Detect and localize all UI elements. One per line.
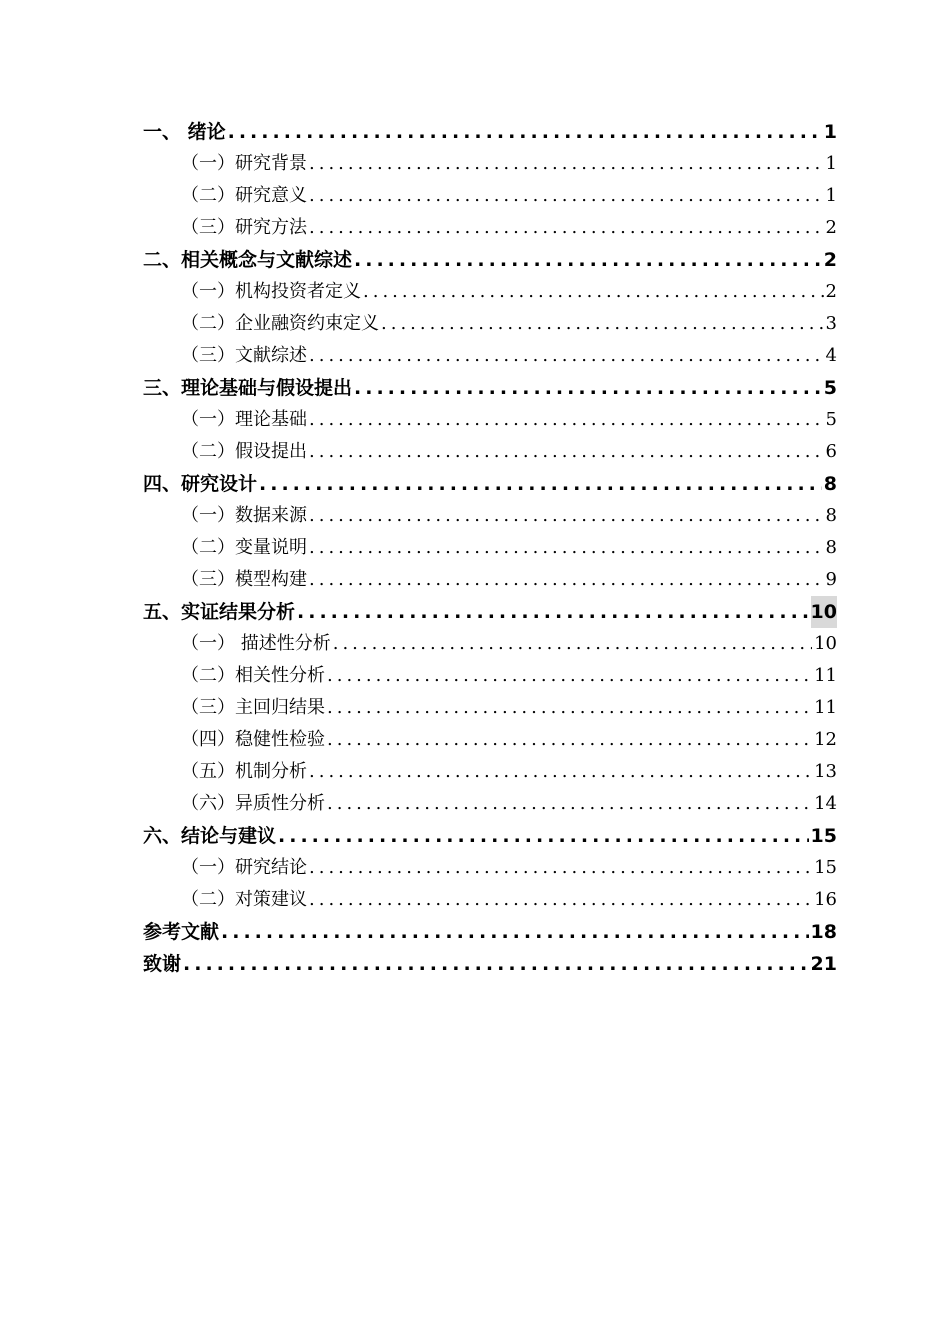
toc-entry-label: （二）对策建议 [181,889,307,910]
toc-entry-section[interactable] [143,660,837,692]
toc-dot-leader [309,532,824,564]
toc-page-number: 8 [823,473,837,495]
toc-entry-section[interactable] [143,404,837,436]
toc-entry-label: （三）模型构建 [181,569,307,590]
toc-page-number: 11 [814,665,837,686]
toc-entry-section[interactable] [143,500,837,532]
toc-entry-section[interactable] [143,276,837,308]
toc-entry-section[interactable] [143,852,837,884]
toc-entry-section[interactable] [143,564,837,596]
toc-page-number: 2 [823,249,837,271]
toc-dot-leader [327,660,812,692]
toc-entry-section[interactable] [143,756,837,788]
toc-dot-leader [278,820,809,852]
toc-page-number: 2 [825,281,837,302]
toc-page-number: 18 [810,921,837,943]
toc-page-number: 10 [814,633,837,654]
toc-entry-chapter[interactable] [143,468,837,500]
toc-page-number: 12 [814,729,837,750]
toc-dot-leader [297,596,809,628]
toc-page-number: 8 [825,537,837,558]
toc-page-number: 14 [814,793,837,814]
toc-dot-leader [309,340,824,372]
toc-entry-chapter[interactable] [143,948,837,980]
toc-entry-section[interactable] [143,724,837,756]
toc-entry-label: （三）研究方法 [181,217,307,238]
toc-entry-section[interactable] [143,180,837,212]
toc-entry-label: 四、研究设计 [143,473,258,495]
toc-dot-leader [363,276,824,308]
toc-entry-label: （一）理论基础 [181,409,307,430]
toc-dot-leader [309,852,812,884]
toc-entry-label: （三）主回归结果 [181,697,325,718]
toc-dot-leader [333,628,812,660]
toc-entry-chapter[interactable] [143,116,837,148]
toc-entry-label: （三）文献综述 [181,345,307,366]
toc-page-number: 1 [825,153,837,174]
toc-entry-chapter[interactable] [143,244,837,276]
toc-page-number: 5 [823,377,837,399]
table-of-contents [143,116,837,980]
toc-page-number: 3 [825,313,837,334]
toc-entry-label: （一）研究背景 [181,153,307,174]
toc-entry-section[interactable] [143,308,837,340]
toc-dot-leader [309,212,824,244]
toc-entry-label: （二）相关性分析 [181,665,325,686]
toc-entry-label: 五、实证结果分析 [143,601,296,623]
toc-entry-label: （二）假设提出 [181,441,307,462]
toc-entry-label: （一） 描述性分析 [181,633,331,654]
toc-page-number: 1 [823,121,837,143]
toc-dot-leader [221,916,809,948]
toc-page-number: 2 [825,217,837,238]
toc-entry-section[interactable] [143,532,837,564]
toc-entry-label: 一、 绪论 [143,121,226,143]
toc-entry-label: （六）异质性分析 [181,793,325,814]
toc-dot-leader [309,564,824,596]
toc-entry-chapter[interactable] [143,596,837,628]
toc-entry-label: 二、相关概念与文献综述 [143,249,353,271]
toc-dot-leader [259,468,822,500]
toc-dot-leader [327,692,812,724]
toc-entry-label: （一）研究结论 [181,857,307,878]
toc-entry-label: 三、理论基础与假设提出 [143,377,353,399]
toc-page-number: 21 [810,953,837,975]
toc-entry-label: （四）稳健性检验 [181,729,325,750]
toc-entry-section[interactable] [143,436,837,468]
toc-entry-chapter[interactable] [143,372,837,404]
toc-entry-label: （二）企业融资约束定义 [181,313,379,334]
toc-dot-leader [309,404,824,436]
toc-entry-section[interactable] [143,628,837,660]
toc-entry-label: （二）变量说明 [181,537,307,558]
toc-page-number: 9 [825,569,837,590]
toc-page-number: 10 [811,596,837,628]
toc-dot-leader [183,948,809,980]
toc-page-number: 15 [810,825,837,847]
toc-entry-label: 致谢 [143,953,182,975]
toc-page-number: 4 [825,345,837,366]
toc-entry-section[interactable] [143,340,837,372]
toc-dot-leader [381,308,824,340]
toc-entry-section[interactable] [143,884,837,916]
toc-entry-label: 参考文献 [143,921,220,943]
toc-entry-label: （五）机制分析 [181,761,307,782]
toc-entry-chapter[interactable] [143,820,837,852]
toc-dot-leader [228,116,822,148]
toc-page-number: 5 [825,409,837,430]
toc-dot-leader [309,180,824,212]
toc-page-number: 6 [825,441,837,462]
toc-entry-label: 六、结论与建议 [143,825,277,847]
toc-entry-chapter[interactable] [143,916,837,948]
toc-page-number: 1 [825,185,837,206]
toc-entry-section[interactable] [143,788,837,820]
toc-page-number: 13 [814,761,837,782]
toc-dot-leader [327,724,812,756]
toc-dot-leader [327,788,812,820]
toc-entry-label: （一）数据来源 [181,505,307,526]
toc-page-number: 16 [814,889,837,910]
toc-page-number: 15 [814,857,837,878]
toc-dot-leader [354,372,822,404]
toc-dot-leader [309,436,824,468]
toc-page-number: 8 [825,505,837,526]
toc-entry-label: （二）研究意义 [181,185,307,206]
toc-entry-section[interactable] [143,148,837,180]
toc-entry-section[interactable] [143,212,837,244]
toc-dot-leader [354,244,822,276]
toc-dot-leader [309,756,812,788]
toc-dot-leader [309,884,812,916]
toc-dot-leader [309,148,824,180]
toc-dot-leader [309,500,824,532]
toc-entry-label: （一）机构投资者定义 [181,281,361,302]
toc-entry-section[interactable] [143,692,837,724]
toc-page-number: 11 [814,697,837,718]
